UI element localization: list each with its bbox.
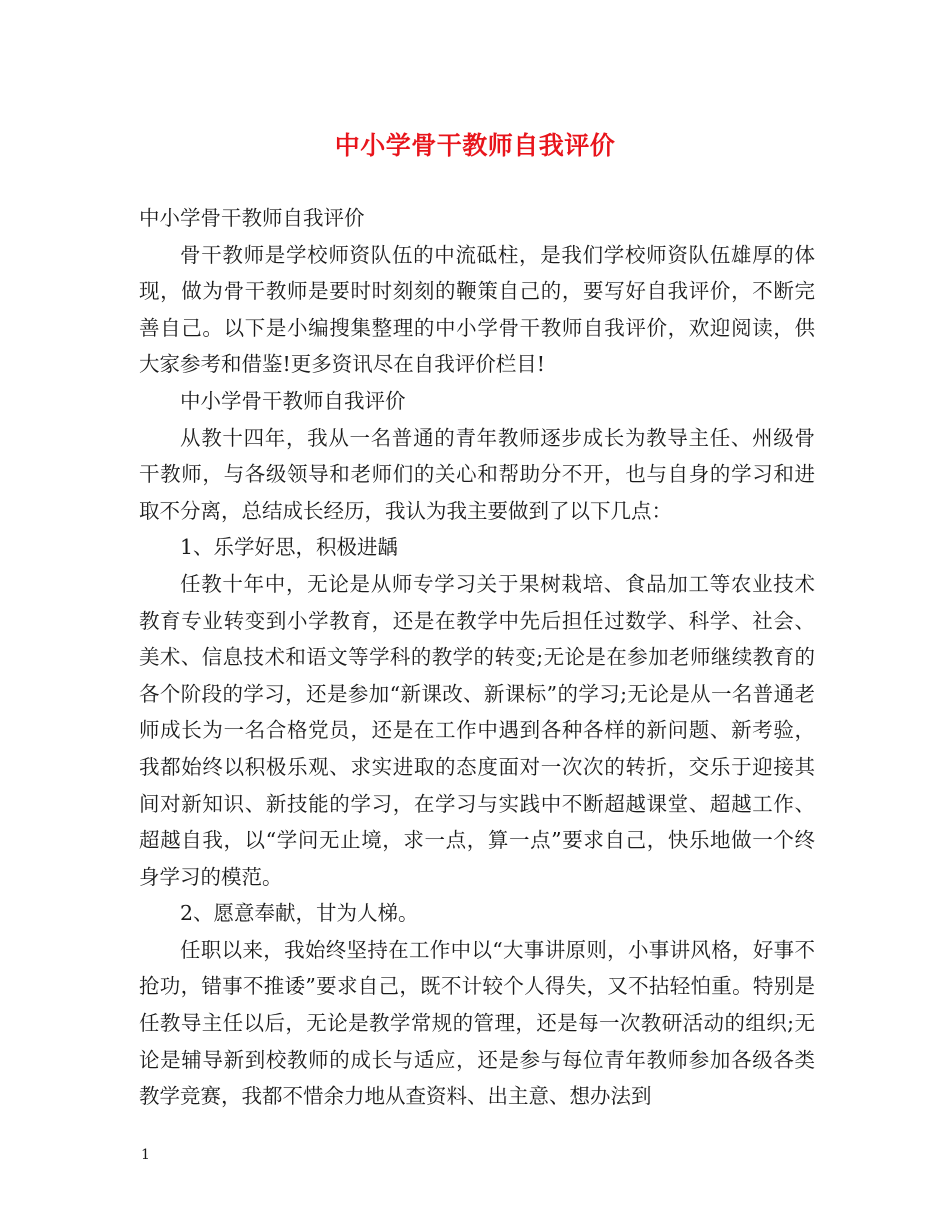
document-title: 中小学骨干教师自我评价 [334,131,616,160]
document-body [139,200,815,1115]
section-heading-2: 2、愿意奉献，甘为人梯。 [180,901,419,926]
paragraph-section-1: 任教十年中，无论是从师专学习关于果树栽培、食品加工等农业技术教育专业转变到小学教育，还是在教学中先后担任过数学、科学、社会、美术、信息技术和语文等学科的教学的转变;无论是在参加老师继续教育的各个阶段的学习，还是参加“新课改、新课标”的学习;无论是从一名普通老师成长为一名合格党员，还是在工作中遇到各种各样的新问题、新考验，我都始终以积极乐观、求实进取的态度面对一次次的转折，交乐于迎接其间对新知识、新技能的学习，在学习与实践中不断超越课堂、超越工作、超越自我，以“学问无止境，求一点，算一点”要求自己，快乐地做一个终身学习的模范。 [139,571,815,889]
paragraph-section-2: 任职以来，我始终坚持在工作中以“大事讲原则，小事讲风格，好事不抢功，错事不推诿”要求自己，既不计较个人得失，又不拈轻怕重。特别是任教导主任以后，无论是教学常规的管理，还是每一次教研活动的组织;无论是辅导新到校教师的成长与适应，还是参与每位青年教师参加各级各类教学竞赛，我都不惜余力地从查资料、出主意、想办法到 [139,937,815,1109]
page-number: 1 [141,1147,150,1163]
paragraph-heading: 中小学骨干教师自我评价 [139,206,365,230]
section-heading-1: 1、乐学好思，积极进龋 [180,535,399,560]
paragraph-subheading: 中小学骨干教师自我评价 [180,388,406,413]
paragraph-intro: 骨干教师是学校师资队伍的中流砥柱，是我们学校师资队伍雄厚的体现，做为骨干教师是要时时刻刻的鞭策自己的，要写好自我评价，不断完善自己。以下是小编搜集整理的中小学骨干教师自我评价，欢迎阅读，供大家参考和借鉴!更多资讯尽在自我评价栏目! [139,242,815,377]
paragraph-overview: 从教十四年，我从一名普通的青年教师逐步成长为教导主任、州级骨干教师，与各级领导和老师们的关心和帮助分不开，也与自身的学习和进取不分离，总结成长经历，我认为我主要做到了以下几点： [139,425,815,523]
